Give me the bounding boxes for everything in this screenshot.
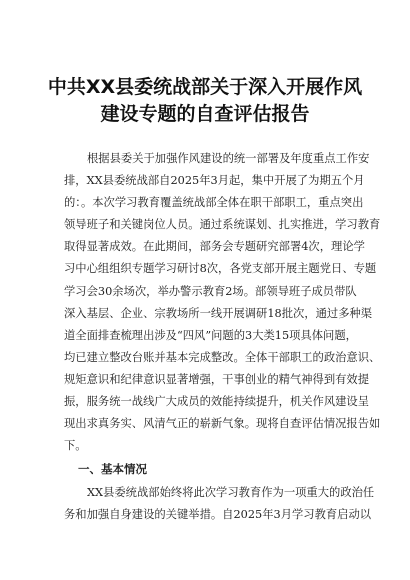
document-title (0, 74, 410, 128)
paragraph-line: 均已建立整改台账并基本完成整改。全体干部职工的政治意识、 (64, 350, 381, 364)
section-heading: 一、基本情况 (78, 462, 147, 476)
paragraph-line: 道全面排查梳理出涉及“四风”问题的3大类15项具体问题， (64, 328, 357, 342)
paragraph-1 (64, 148, 381, 457)
paragraph-line: 领导班子和关键岗位人员。通过系统谋划、扎实推进，学习教育 (64, 218, 381, 232)
paragraph-line: 的：。本次学习教育覆盖统战部全体在职干部职工，重点突出 (64, 196, 364, 210)
paragraph-line: 现出求真务实、风清气正的崭新气象。现将自查评估情况报告如 (64, 417, 381, 431)
paragraph-line: XX县委统战部始终将此次学习教育作为一项重大的政治任 (87, 486, 375, 499)
paragraph-2 (64, 482, 375, 526)
paragraph-line: 下。 (64, 439, 87, 453)
paragraph-line: 学习会30余场次，举办警示教育2场。部领导班子成员带队 (64, 284, 357, 298)
paragraph-line: 务和加强自身建设的关键举措。自2025年3月学习教育启动以 (64, 508, 372, 522)
paragraph-line: 取得显著成效。在此期间，部务会专题研究部署4次，理论学 (64, 240, 365, 254)
paragraph-line: 规矩意识和纪律意识显著增强，干事创业的精气神得到有效提 (64, 372, 370, 386)
paragraph-line: 振，服务统一战线广大成员的效能持续提升，机关作风建设呈 (64, 395, 370, 409)
title-line-2: 建设专题的自查评估报告 (100, 103, 310, 125)
paragraph-line: 排，XX县委统战部自2025年3月起，集中开展了为期五个月 (64, 174, 365, 188)
title-line-1: 中共XX县委统战部关于深入开展作风 (47, 76, 363, 98)
paragraph-line: 深入基层、企业、宗教场所一线开展调研18批次，通过多种渠 (64, 306, 373, 320)
paragraph-line: 习中心组组织专题学习研讨8次，各党支部开展主题党日、专题 (64, 262, 377, 276)
paragraph-line: 根据县委关于加强作风建设的统一部署及年度重点工作安 (87, 152, 370, 165)
